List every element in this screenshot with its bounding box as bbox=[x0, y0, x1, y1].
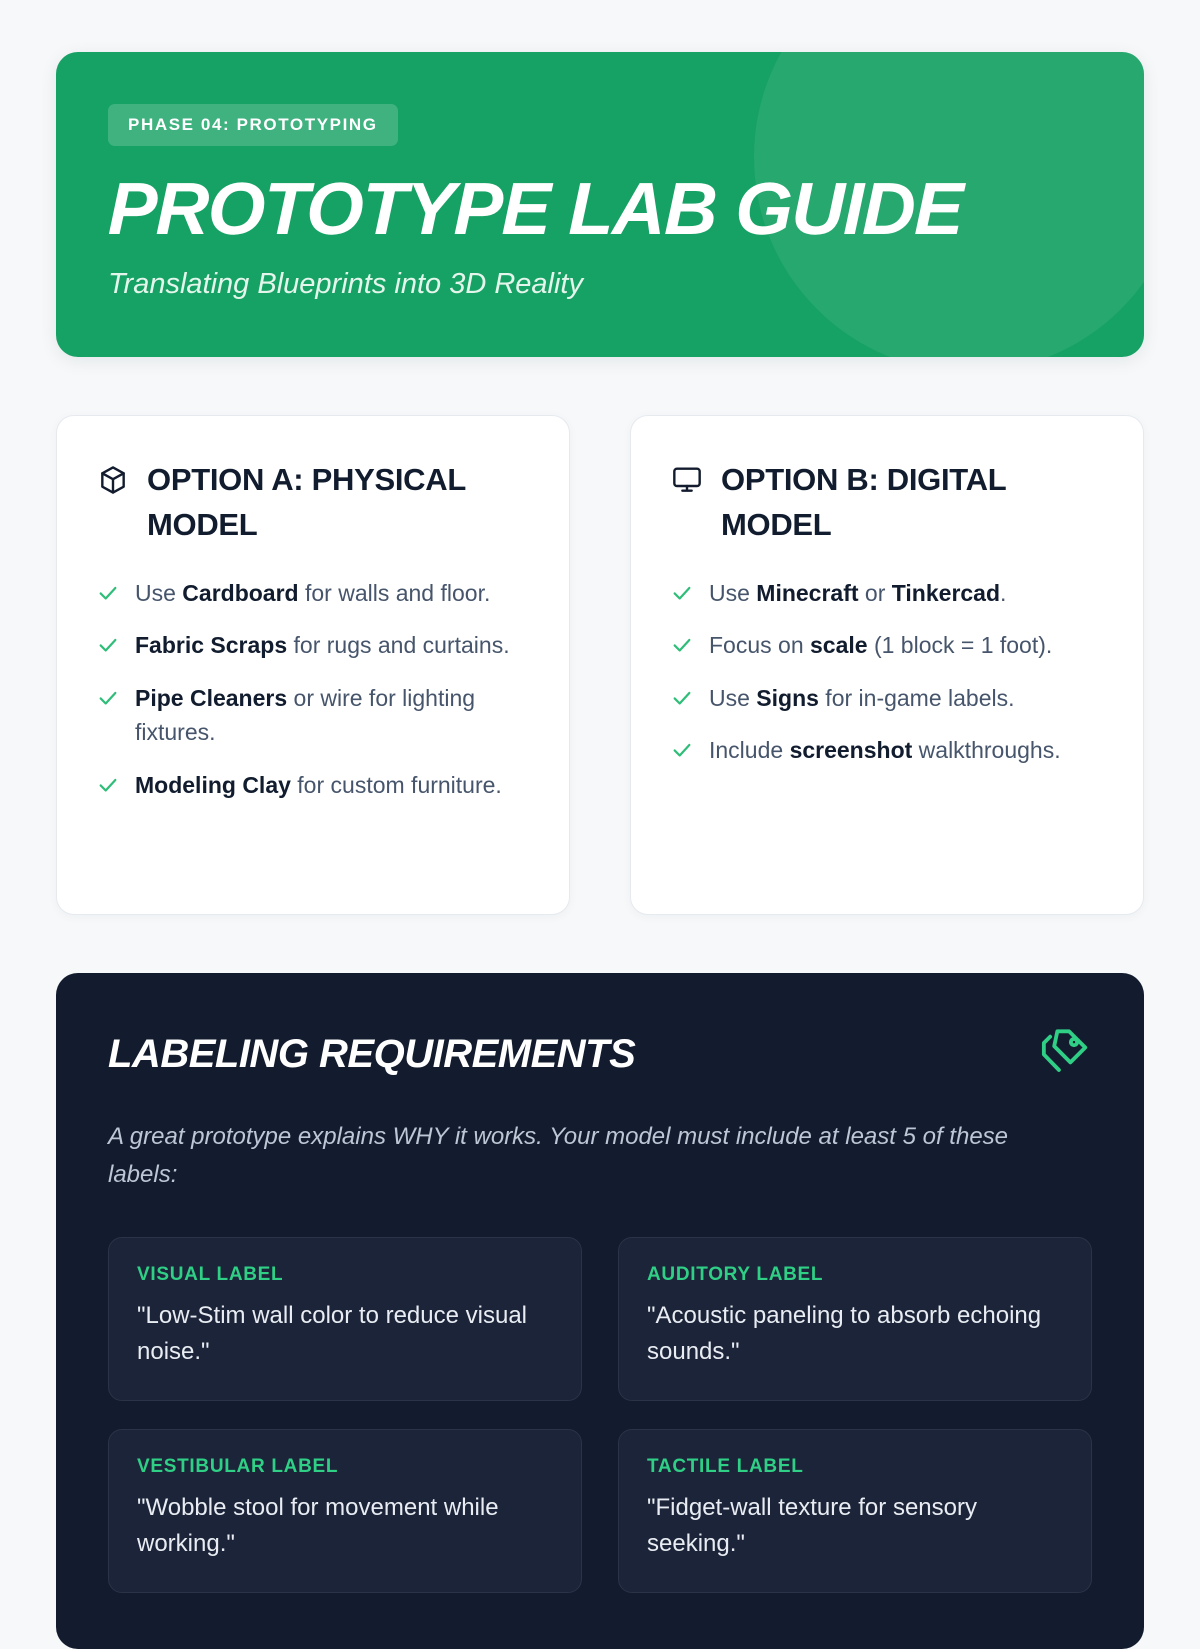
label-kind: AUDITORY LABEL bbox=[647, 1263, 824, 1285]
option-a-list bbox=[97, 576, 529, 803]
label-grid bbox=[108, 1237, 1092, 1593]
list-item-text: Focus on scale (1 block = 1 foot). bbox=[709, 632, 1053, 659]
list-item-text: Pipe Cleaners or wire for lighting fixtures. bbox=[135, 684, 476, 746]
page-subtitle: Translating Blueprints into 3D Reality bbox=[108, 268, 583, 300]
list-item bbox=[671, 733, 1103, 768]
option-card-title: OPTION A: PHYSICAL MODEL bbox=[147, 462, 466, 542]
list-item bbox=[671, 681, 1103, 716]
label-card bbox=[618, 1429, 1092, 1593]
panel-subtitle: A great prototype explains WHY it works. Your model must include at least 5 of these labels: bbox=[108, 1123, 1009, 1189]
list-item-text: Use Cardboard for walls and floor. bbox=[135, 579, 491, 606]
phase-badge: PHASE 04: PROTOTYPING bbox=[108, 104, 398, 146]
list-item-text: Fabric Scraps for rugs and curtains. bbox=[135, 632, 510, 659]
list-item bbox=[97, 768, 529, 803]
label-kind: VESTIBULAR LABEL bbox=[137, 1455, 339, 1477]
label-text: "Wobble stool for movement while working." bbox=[137, 1493, 499, 1557]
option-cards bbox=[56, 415, 1144, 915]
tags-icon bbox=[1038, 1025, 1092, 1084]
list-item-text: Include screenshot walkthroughs. bbox=[709, 737, 1061, 764]
list-item bbox=[671, 576, 1103, 611]
option-card-title: OPTION B: DIGITAL MODEL bbox=[721, 462, 1006, 542]
label-text: "Low-Stim wall color to reduce visual noise." bbox=[137, 1301, 527, 1365]
option-b-list bbox=[671, 576, 1103, 768]
label-text: "Acoustic paneling to absorb echoing sounds." bbox=[647, 1301, 1042, 1365]
list-item bbox=[97, 628, 529, 663]
list-item-text: Modeling Clay for custom furniture. bbox=[135, 771, 502, 798]
label-kind: VISUAL LABEL bbox=[137, 1263, 284, 1285]
list-item-text: Use Signs for in-game labels. bbox=[709, 684, 1015, 711]
list-item bbox=[97, 576, 529, 611]
list-item-text: Use Minecraft or Tinkercad. bbox=[709, 579, 1007, 606]
check-icon bbox=[671, 582, 693, 604]
labeling-requirements-panel bbox=[56, 973, 1144, 1649]
list-item bbox=[97, 681, 529, 750]
label-kind: TACTILE LABEL bbox=[647, 1455, 804, 1477]
label-text: "Fidget-wall texture for sensory seeking." bbox=[647, 1493, 977, 1557]
check-icon bbox=[97, 774, 119, 796]
monitor-icon bbox=[671, 464, 703, 501]
check-icon bbox=[671, 739, 693, 761]
check-icon bbox=[97, 634, 119, 656]
hero-banner bbox=[56, 52, 1144, 357]
page-title: PROTOTYPE LAB GUIDE bbox=[107, 167, 963, 250]
option-card-digital bbox=[630, 415, 1144, 915]
list-item bbox=[671, 628, 1103, 663]
check-icon bbox=[671, 634, 693, 656]
check-icon bbox=[671, 687, 693, 709]
label-card bbox=[618, 1237, 1092, 1401]
label-card bbox=[108, 1237, 582, 1401]
panel-title: LABELING REQUIREMENTS bbox=[108, 1032, 636, 1076]
cube-icon bbox=[97, 464, 129, 501]
check-icon bbox=[97, 687, 119, 709]
label-card bbox=[108, 1429, 582, 1593]
option-card-physical bbox=[56, 415, 570, 915]
check-icon bbox=[97, 582, 119, 604]
